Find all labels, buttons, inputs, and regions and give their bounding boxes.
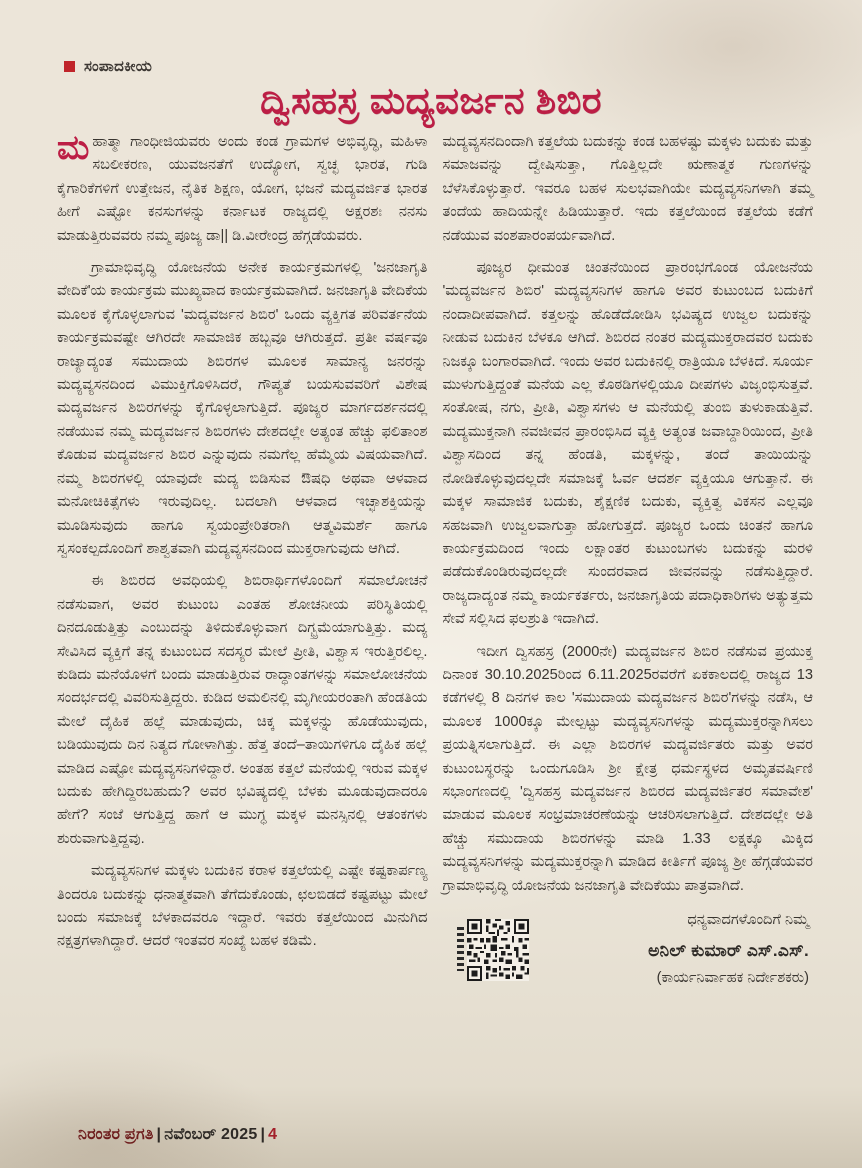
paragraph: ಮದ್ಯವ್ಯಸನದಿಂದಾಗಿ ಕತ್ತಲೆಯ ಬದುಕನ್ನು ಕಂಡ ಬಹಳಷ್ಟು ಮಕ್ಕಳು ಬದುಕು ಮತ್ತು ಸಮಾಜವನ್ನು ದ್ವೇಷಿಸುತ್ತಾ, ಗೊತ್ತಿಲ್ಲದೇ ಋಣಾತ್ಮಕ ಗುಣಗಳನ್ನು ಬೆಳೆಸಿಕೊಳ್ಳುತ್ತಾರೆ. ಇವರೂ ಬಹಳ ಸುಲಭವಾಗಿಯೇ ಮದ್ಯವ್ಯಸನಿಗಳಾಗಿ ತಮ್ಮ ತಂದೆಯ ಹಾದಿಯನ್ನೇ ಹಿಡಿಯುತ್ತಾರೆ. ಇದು ಕತ್ತಲೆಯಿಂದ ಕತ್ತಲೆಯ ಕಡೆಗೆ ನಡೆಯುವ ವಂಶಪಾರಂಪರ್ಯವಾಗಿದೆ. bbox=[442, 134, 813, 244]
signature-text bbox=[529, 907, 814, 990]
paragraph: ಮದ್ಯವ್ಯಸನಿಗಳ ಮಕ್ಕಳು ಬದುಕಿನ ಕರಾಳ ಕತ್ತಲೆಯಲ್ಲಿ ಎಷ್ಟೇ ಕಷ್ಟಕಾರ್ಪಣ್ಯ ತಿಂದರೂ ಬದುಕನ್ನು ಧನಾತ್ಮಕವಾಗಿ ತೆಗೆದುಕೊಂಡು, ಛಲಬಿಡದೆ ಕಷ್ಟಪಟ್ಟು ಮೇಲೆ ಬಂದು ಸಮಾಜಕ್ಕೆ ಬೆಳಕಾದವರೂ ಇದ್ದಾರೆ. ಇವರು ಕತ್ತಲೆಯಿಂದ ಮಿನುಗಿದ ನಕ್ಷತ್ರಗಳಾಗಿದ್ದಾರೆ. ಆದರೆ ಇಂತವರ ಸಂಖ್ಯೆ ಬಹಳ ಕಡಿಮೆ. bbox=[57, 863, 428, 950]
section-label: ಸಂಪಾದಕೀಯ bbox=[84, 58, 153, 75]
footer-separator: | bbox=[156, 1126, 162, 1143]
footer-separator: | bbox=[260, 1126, 266, 1143]
page-footer bbox=[78, 1126, 277, 1144]
qr-code-icon bbox=[467, 919, 529, 981]
signature-name: ಅನಿಲ್ ಕುಮಾರ್ ಎಸ್.ಎಸ್. bbox=[648, 941, 809, 961]
magazine-name: ನಿರಂತರ ಪ್ರಗತಿ bbox=[78, 1126, 154, 1143]
paragraph bbox=[57, 131, 428, 248]
red-square-bullet-icon bbox=[64, 61, 75, 72]
qr-side-strip bbox=[457, 927, 464, 971]
page-title: ದ್ವಿಸಹಸ್ರ ಮದ್ಯವರ್ಜನ ಶಿಬಿರ bbox=[260, 80, 602, 121]
signature-closing: ಧನ್ಯವಾದಗಳೊಂದಿಗೆ ನಿಮ್ಮ bbox=[687, 912, 809, 928]
page-number: 4 bbox=[268, 1126, 278, 1143]
left-column bbox=[57, 131, 428, 990]
right-column bbox=[443, 131, 814, 990]
issue-date: ನವೆಂಬರ್ 2025 bbox=[164, 1126, 258, 1143]
article-body bbox=[57, 131, 813, 990]
qr-wrap bbox=[457, 919, 529, 981]
section-header bbox=[64, 58, 152, 75]
paragraph: ಈ ಶಿಬಿರದ ಅವಧಿಯಲ್ಲಿ ಶಿಬಿರಾರ್ಥಿಗಳೊಂದಿಗೆ ಸಮಾಲೋಚನೆ ನಡೆಸುವಾಗ, ಅವರ ಕುಟುಂಬ ಎಂತಹ ಶೋಚನೀಯ ಪರಿಸ್ಥಿತಿಯಲ್ಲಿ ದಿನದೂಡುತ್ತಿತ್ತು ಎಂಬುದನ್ನು ತಿಳಿದುಕೊಳ್ಳುವಾಗ ದಿಗ್ಭ್ರಮೆಯಾಗುತ್ತಿತ್ತು. ಮದ್ಯ ಸೇವಿಸಿದ ವ್ಯಕ್ತಿಗೆ ತನ್ನ ಕುಟುಂಬದ ಸದಸ್ಯರ ಮೇಲೆ ಪ್ರೀತಿ, ವಿಶ್ವಾಸ ಇರುತ್ತಿರಲಿಲ್ಲ. ಕುಡಿದು ಮನೆಯೊಳಗೆ ಬಂದು ಮಾಡುತ್ತಿರುವ ರಾದ್ಧಾಂತಗಳನ್ನು ಸಮಾಲೋಚನೆಯ ಸಂದರ್ಭದಲ್ಲಿ ವಿವರಿಸುತ್ತಿದ್ದರು. ಕುಡಿದ ಅಮಲಿನಲ್ಲಿ ಮೃಗೀಯರಂತಾಗಿ ಹೆಂಡತಿಯ ಮೇಲೆ ದೈಹಿಕ ಹಲ್ಲೆ ಮಾಡುವುದು, ಚಿಕ್ಕ ಮಕ್ಕಳನ್ನು ಹೊಡೆಯುವುದು, ಬಡಿಯುವುದು ದಿನ ನಿತ್ಯದ ಗೋಳಾಗಿತ್ತು. ಹೆತ್ತ ತಂದೆ–ತಾಯಿಗಳಿಗೂ ದೈಹಿಕ ಹಲ್ಲೆ ಮಾಡಿದ ಎಷ್ಟೋ ಮದ್ಯವ್ಯಸನಿಗಳಿದ್ದಾರೆ. ಅಂತಹ ಕತ್ತಲೆ ಮನೆಯಲ್ಲಿ ಇರುವ ಮಕ್ಕಳ ಬದುಕು ಹೇಗಿದ್ದಿರಬಹುದು? ಅವರ ಭವಿಷ್ಯದಲ್ಲಿ ಬೆಳಕು ಮೂಡುವುದಾದರೂ ಹೇಗೆ? ಸಂಜೆ ಆಗುತ್ತಿದ್ದ ಹಾಗೆ ಆ ಮುಗ್ಧ ಮಕ್ಕಳ ಮನಸ್ಸಿನಲ್ಲಿ ಆತಂಕಗಳು ಶುರುವಾಗುತ್ತಿದ್ದವು. bbox=[57, 573, 428, 847]
paragraph: ಪೂಜ್ಯರ ಧೀಮಂತ ಚಿಂತನೆಯಿಂದ ಪ್ರಾರಂಭಗೊಂಡ ಯೋಜನೆಯ 'ಮದ್ಯವರ್ಜನ ಶಿಬಿರ' ಮದ್ಯವ್ಯಸನಿಗಳ ಹಾಗೂ ಅವರ ಕುಟುಂಬದ ಬದುಕಿಗೆ ನಂದಾದೀಪವಾಗಿದೆ. ಕತ್ತಲನ್ನು ಹೊಡೆದೋಡಿಸಿ ಭವಿಷ್ಯದ ಉಜ್ವಲ ಬದುಕನ್ನು ನೀಡುವ ಬದುಕಿನ ಬೆಳಕೂ ಆಗಿದೆ. ಶಿಬಿರದ ನಂತರ ಮದ್ಯಮುಕ್ತರಾದವರ ಬದುಕು ನಿಜಕ್ಕೂ ಬಂಗಾರವಾಗಿದೆ. ಇಂದು ಅವರ ಬದುಕಿನಲ್ಲಿ ರಾತ್ರಿಯೂ ಬೆಳಕಿದೆ. ಸೂರ್ಯ ಮುಳುಗುತ್ತಿದ್ದಂತೆ ಮನೆಯ ಎಲ್ಲ ಕೊಠಡಿಗಳಲ್ಲಿಯೂ ದೀಪಗಳು ವಿಜೃಂಭಿಸುತ್ತವೆ. ಸಂತೋಷ, ನಗು, ಪ್ರೀತಿ, ವಿಶ್ವಾಸಗಳು ಆ ಮನೆಯಲ್ಲಿ ತುಂಬಿ ತುಳುಕಾಡುತ್ತಿವೆ. ಮದ್ಯಮುಕ್ತನಾಗಿ ನವಜೀವನ ಪ್ರಾರಂಭಿಸಿದ ವ್ಯಕ್ತಿ ಅತ್ಯಂತ ಜವಾಬ್ದಾರಿಯಿಂದ, ಪ್ರೀತಿ ವಿಶ್ವಾಸದಿಂದ ತನ್ನ ಹೆಂಡತಿ, ಮಕ್ಕಳನ್ನು, ತಂದೆ ತಾಯಿಯನ್ನು ನೋಡಿಕೊಳ್ಳುವುದಲ್ಲದೇ ಸಮಾಜಕ್ಕೆ ಓರ್ವ ಆದರ್ಶ ವ್ಯಕ್ತಿಯೂ ಆಗುತ್ತಾನೆ. ಈ ಮಕ್ಕಳ ಸಾಮಾಜಿಕ ಬದುಕು, ಶೈಕ್ಷಣಿಕ ಬದುಕು, ವ್ಯಕ್ತಿತ್ವ ವಿಕಸನ ಎಲ್ಲವೂ ಸಹಜವಾಗಿ ಉಜ್ವಲವಾಗುತ್ತಾ ಹೋಗುತ್ತದೆ. ಪೂಜ್ಯರ ಒಂದು ಚಿಂತನೆ ಹಾಗೂ ಕಾರ್ಯಕ್ರಮದಿಂದ ಇಂದು ಲಕ್ಷಾಂತರ ಕುಟುಂಬಗಳು ಬದುಕನ್ನು ಮರಳಿ ಪಡೆದುಕೊಂಡಿರುವುದಲ್ಲದೇ ಸುಂದರವಾದ ಜೀವನವನ್ನು ನಡೆಸುತ್ತಿದ್ದಾರೆ. ರಾಜ್ಯದಾದ್ಯಂತ ನಮ್ಮ ಕಾರ್ಯಕರ್ತರು, ಜನಜಾಗೃತಿಯ ಪದಾಧಿಕಾರಿಗಳು ಅತ್ಯುತ್ತಮ ಸೇವೆ ಸಲ್ಲಿಸಿದ ಫಲಶ್ರುತಿ ಇದಾಗಿದೆ. bbox=[442, 260, 813, 628]
drop-cap: ಮ bbox=[57, 129, 90, 167]
signature-block bbox=[443, 907, 814, 990]
signature-role: (ಕಾರ್ಯನಿರ್ವಾಹಕ ನಿರ್ದೇಶಕರು) bbox=[656, 969, 809, 986]
paragraph: ಗ್ರಾಮಾಭಿವೃದ್ಧಿ ಯೋಜನೆಯ ಅನೇಕ ಕಾರ್ಯಕ್ರಮಗಳಲ್ಲಿ 'ಜನಜಾಗೃತಿ ವೇದಿಕೆ'ಯ ಕಾರ್ಯಕ್ರಮ ಮುಖ್ಯವಾದ ಕಾರ್ಯಕ್ರಮವಾಗಿದೆ. ಜನಜಾಗೃತಿ ವೇದಿಕೆಯ ಮೂಲಕ ಕೈಗೊಳ್ಳಲಾಗುವ 'ಮದ್ಯವರ್ಜನ ಶಿಬಿರ' ಒಂದು ವ್ಯಕ್ತಿಗತ ಪರಿವರ್ತನೆಯ ಕಾರ್ಯಕ್ರಮವಷ್ಟೇ ಆಗಿರದೇ ಸಾಮಾಜಿಕ ಹಬ್ಬವೂ ಆಗಿರುತ್ತದೆ. ಪ್ರತೀ ವರ್ಷವೂ ರಾಜ್ಯಾದ್ಯಂತ ಸಮುದಾಯ ಶಿಬಿರಗಳ ಮೂಲಕ ಸಾಮಾನ್ಯ ಜನರನ್ನು ಮದ್ಯವ್ಯಸನದಿಂದ ವಿಮುಕ್ತಿಗೊಳಿಸಿದರೆ, ಗೌಪ್ಯತೆ ಬಯಸುವವರಿಗೆ ವಿಶೇಷ ಮದ್ಯವರ್ಜನ ಶಿಬಿರಗಳನ್ನು ಕೈಗೊಳ್ಳಲಾಗುತ್ತಿದೆ. ಪೂಜ್ಯರ ಮಾರ್ಗದರ್ಶನದಲ್ಲಿ ನಡೆಯುವ ನಮ್ಮ ಮದ್ಯವರ್ಜನ ಶಿಬಿರಗಳು ದೇಶದಲ್ಲೇ ಅತ್ಯಂತ ಹೆಚ್ಚು ಫಲಿತಾಂಶ ಕೊಡುವ ಮದ್ಯವರ್ಜನ ಶಿಬಿರ ಎನ್ನುವುದು ನಮಗೆಲ್ಲ ಹೆಮ್ಮೆಯ ವಿಷಯವಾಗಿದೆ. ನಮ್ಮ ಶಿಬಿರಗಳಲ್ಲಿ ಯಾವುದೇ ಮದ್ಯ ಬಿಡಿಸುವ ಔಷಧಿ ಅಥವಾ ಆಳವಾದ ಮನೋಚಿಕಿತ್ಸೆಗಳು ಇರುವುದಿಲ್ಲ. ಬದಲಾಗಿ ಆಳವಾದ ಇಚ್ಛಾಶಕ್ತಿಯನ್ನು ಮೂಡಿಸುವುದು ಹಾಗೂ ಸ್ವಯಂಪ್ರೇರಿತರಾಗಿ ಆತ್ಮವಿಮರ್ಶೆ ಹಾಗೂ ಸ್ವಸಂಕಲ್ಪದೊಂದಿಗೆ ಶಾಶ್ವತವಾಗಿ ಮದ್ಯವ್ಯಸನದಿಂದ ಮುಕ್ತರಾಗುವುದು ಆಗಿದೆ. bbox=[57, 260, 428, 557]
paragraph-text: ಹಾತ್ಮಾ ಗಾಂಧೀಜಿಯವರು ಅಂದು ಕಂಡ ಗ್ರಾಮಗಳ ಅಭಿವೃದ್ಧಿ, ಮಹಿಳಾ ಸಬಲೀಕರಣ, ಯುವಜನತೆಗೆ ಉದ್ಯೋಗ, ಸ್ವಚ್ಛ ಭಾರತ, ಗುಡಿ ಕೈಗಾರಿಕೆಗಳಿಗೆ ಉತ್ತೇಜನ, ನೈತಿಕ ಶಿಕ್ಷಣ, ಯೋಗ, ಭಜನೆ ಮದ್ಯವರ್ಜಿತ ಭಾರತ ಹೀಗೆ ಎಷ್ಟೋ ಕನಸುಗಳನ್ನು ಕರ್ನಾಟಕ ರಾಜ್ಯದಲ್ಲಿ ಅಕ್ಷರಶಃ ನನಸು ಮಾಡುತ್ತಿರುವವರು ನಮ್ಮ ಪೂಜ್ಯ ಡಾ|| ಡಿ.ವೀರೇಂದ್ರ ಹೆಗ್ಗಡೆಯವರು. bbox=[57, 134, 428, 244]
paragraph: ಇದೀಗ ದ್ವಿಸಹಸ್ರ (2000ನೇ) ಮದ್ಯವರ್ಜನ ಶಿಬಿರ ನಡೆಸುವ ಪ್ರಯುಕ್ತ ದಿನಾಂಕ 30.10.2025ರಿಂದ 6.11.2025ರವರೆಗೆ ಏಕಕಾಲದಲ್ಲಿ ರಾಜ್ಯದ 13 ಕಡೆಗಳಲ್ಲಿ 8 ದಿನಗಳ ಕಾಲ 'ಸಮುದಾಯ ಮದ್ಯವರ್ಜನ ಶಿಬಿರ'ಗಳನ್ನು ನಡೆಸಿ, ಆ ಮೂಲಕ 1000ಕ್ಕೂ ಮೇಲ್ಪಟ್ಟು ಮದ್ಯವ್ಯಸನಿಗಳನ್ನು ಮದ್ಯಮುಕ್ತರನ್ನಾಗಿಸಲು ಪ್ರಯತ್ನಿಸಲಾಗುತ್ತಿದೆ. ಈ ಎಲ್ಲಾ ಶಿಬಿರಗಳ ಮದ್ಯವರ್ಜಿತರು ಮತ್ತು ಅವರ ಕುಟುಂಬಸ್ಥರನ್ನು ಒಂದುಗೂಡಿಸಿ ಶ್ರೀ ಕ್ಷೇತ್ರ ಧರ್ಮಸ್ಥಳದ ಅಮೃತವರ್ಷಿಣಿ ಸಭಾಂಗಣದಲ್ಲಿ 'ದ್ವಿಸಹಸ್ರ ಮದ್ಯವರ್ಜನ ಶಿಬಿರದ ಮದ್ಯವರ್ಜಿತರ ಸಮಾವೇಶ' ಮಾಡುವ ಮೂಲಕ ಸಂಭ್ರಮಾಚರಣೆಯನ್ನು ಆಚರಿಸಲಾಗುತ್ತಿದೆ. ದೇಶದಲ್ಲೇ ಅತಿ ಹೆಚ್ಚು ಸಮುದಾಯ ಶಿಬಿರಗಳನ್ನು ಮಾಡಿ 1.33 ಲಕ್ಷಕ್ಕೂ ಮಿಕ್ಕಿದ ಮದ್ಯವ್ಯಸನಿಗಳನ್ನು ಮದ್ಯಮುಕ್ತರನ್ನಾಗಿ ಮಾಡಿದ ಕೀರ್ತಿಗೆ ಪೂಜ್ಯ ಶ್ರೀ ಹೆಗ್ಗಡೆಯವರ ಗ್ರಾಮಾಭಿವೃದ್ಧಿ ಯೋಜನೆಯ ಜನಜಾಗೃತಿ ವೇದಿಕೆಯು ಪಾತ್ರವಾಗಿದೆ. bbox=[442, 643, 813, 894]
